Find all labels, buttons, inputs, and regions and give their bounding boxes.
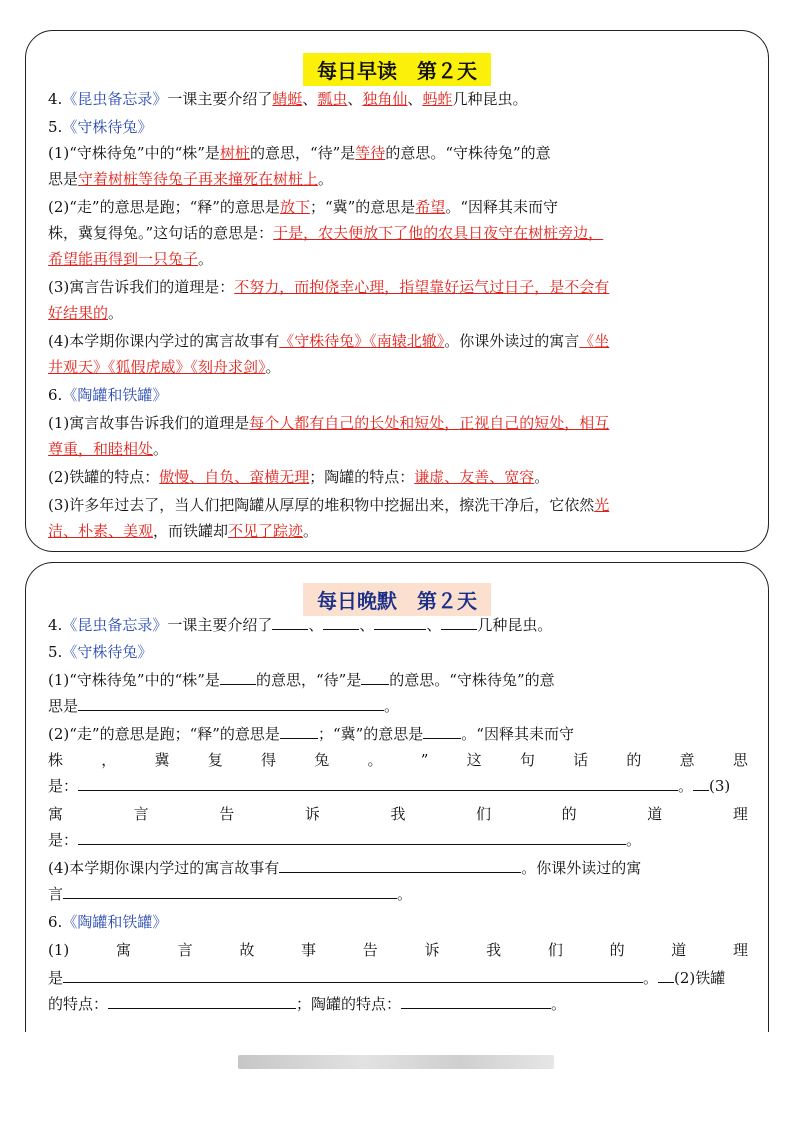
answer-blank[interactable] — [423, 724, 461, 739]
answer-blank[interactable] — [401, 994, 551, 1009]
q5-2-line1: (2)“走”的意思是跑；“释”的意思是 ；“冀”的意思是 。“因释其耒而守 — [48, 725, 574, 743]
q5-heading: 5.《守株待兔》 — [48, 643, 153, 661]
q5-1-line2: 思是守着树桩等待兔子再来撞死在树桩上。 — [48, 170, 334, 188]
q5-2-line3: 是： 。 (3) — [48, 777, 731, 795]
q6-3-line1: (3)许多年过去了，当人们把陶罐从厚厚的堆积物中挖掘出来，擦洗干净后，它依然光 — [48, 496, 610, 514]
q5-3-line2: 是： 。 — [48, 831, 642, 849]
q5-4-line2: 言 。 — [48, 885, 413, 903]
answer-blank[interactable] — [78, 776, 678, 791]
q5-4-line1: (4)本学期你课内学过的寓言故事有 。你课外读过的寓 — [48, 859, 642, 877]
q5-2-line3: 希望能再得到一只兔子。 — [48, 250, 214, 268]
q5-2-line1: (2)“走”的意思是跑；“释”的意思是放下；“冀”的意思是希望。“因释其耒而守 — [48, 198, 558, 216]
q5-1-line2: 思是 。 — [48, 697, 400, 715]
answer-blank[interactable] — [693, 776, 709, 791]
answer-blank[interactable] — [108, 994, 296, 1009]
answer-blank[interactable] — [658, 968, 674, 983]
q5-4-line2: 井观天》《狐假虎威》《刻舟求剑》。 — [48, 358, 281, 376]
morning-reading-card — [25, 30, 769, 552]
answer-blank[interactable] — [63, 884, 397, 899]
q5-3-line1: (3)寓言告诉我们的道理是：不努力，而抱侥幸心理，指望靠好运气过日子，是不会有 — [48, 278, 610, 296]
answer-blank[interactable] — [63, 968, 643, 983]
answer-blank[interactable] — [279, 858, 521, 873]
answer-blank[interactable] — [220, 670, 256, 685]
card-title — [26, 53, 768, 86]
q5-2-line2: 株，冀复得兔。”这句话的意思是：于是，农夫便放下了他的农具日夜守在树桩旁边， — [48, 224, 604, 242]
title-text: 每日早读 第２天 — [303, 53, 491, 86]
answer-blank[interactable] — [78, 830, 626, 845]
q5-2-line2: 株 ， 冀 复 得 兔 。 ” 这 句 话 的 意 思 — [48, 751, 748, 769]
answer-blank[interactable] — [78, 696, 384, 711]
q6-2-line: 的特点： ；陶罐的特点： 。 — [48, 995, 567, 1013]
answer-blank[interactable] — [280, 724, 318, 739]
q4-line: 4.《昆虫备忘录》一课主要介绍了蜻蜓、瓢虫、独角仙、蚂蚱几种昆虫。 — [48, 90, 528, 108]
answer-blank[interactable] — [323, 615, 359, 630]
answer-blank[interactable] — [361, 670, 389, 685]
answer-blank[interactable] — [374, 615, 426, 630]
q5-3-line1: 寓 言 告 诉 我 们 的 道 理 — [48, 805, 748, 823]
evening-dictation-card — [25, 562, 769, 1032]
answer-blank[interactable] — [441, 615, 477, 630]
q4-line: 4.《昆虫备忘录》一课主要介绍了 、 、 、 几种昆虫。 — [48, 616, 553, 634]
title-text: 每日晚默 第２天 — [303, 583, 491, 616]
q6-heading: 6.《陶罐和铁罐》 — [48, 386, 168, 404]
q5-3-line2: 好结果的。 — [48, 304, 124, 322]
q5-heading: 5.《守株待兔》 — [48, 118, 153, 136]
q6-1-line2: 是 。 (2)铁罐 — [48, 969, 726, 987]
q6-1-line1: (1) 寓 言 故 事 告 诉 我 们 的 道 理 — [48, 941, 748, 959]
q6-2-line: (2)铁罐的特点：傲慢、自负、蛮横无理；陶罐的特点：谦虚、友善、宽容。 — [48, 468, 550, 486]
blurred-footer-bar — [238, 1055, 554, 1069]
answer-blank[interactable] — [272, 615, 308, 630]
q5-1-line1: (1)“守株待兔”中的“株”是 的意思，“待”是 的意思。“守株待兔”的意 — [48, 671, 555, 689]
card-title — [26, 583, 768, 616]
q6-3-line2: 洁、朴素、美观，而铁罐却不见了踪迹。 — [48, 522, 319, 540]
q5-4-line1: (4)本学期你课内学过的寓言故事有《守株待兔》《南辕北辙》。你课外读过的寓言《坐 — [48, 332, 610, 350]
q6-1-line1: (1)寓言故事告诉我们的道理是每个人都有自己的长处和短处，正视自己的短处，相互 — [48, 414, 610, 432]
q6-heading: 6.《陶罐和铁罐》 — [48, 913, 168, 931]
q6-1-line2: 尊重，和睦相处。 — [48, 440, 169, 458]
q5-1-line1: (1)“守株待兔”中的“株”是树桩的意思，“待”是等待的意思。“守株待兔”的意 — [48, 144, 551, 162]
